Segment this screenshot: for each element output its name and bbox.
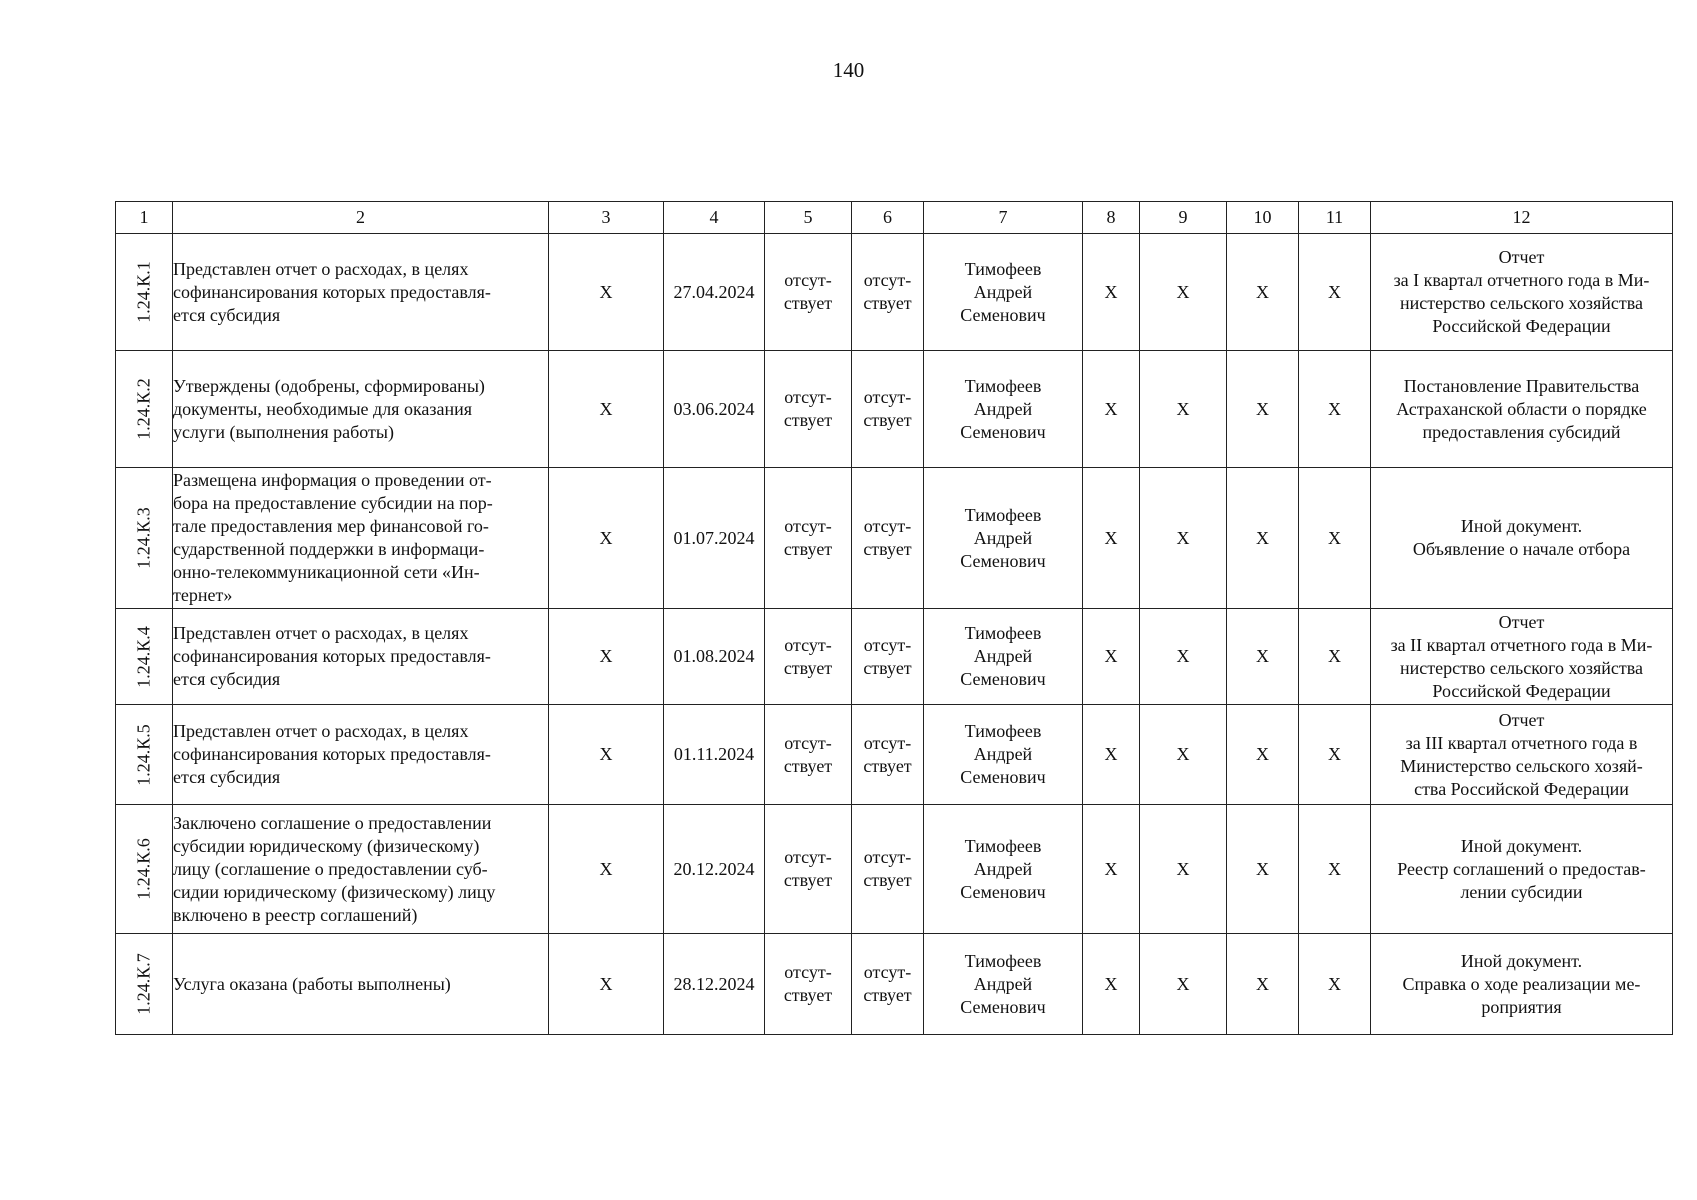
row-code: 1.24.К.5 [133,723,154,786]
row-date-cell [664,468,765,609]
column-header: 9 [1140,202,1227,234]
row-code-cell [116,468,173,609]
row-col5-value: отсут- ствует [783,732,833,776]
row-code-cell [116,609,173,705]
row-col9-mark: Х [1176,398,1190,419]
row-col10-mark: Х [1256,973,1269,994]
row-document-cell [1371,234,1673,351]
row-col6-value-cell [852,609,924,705]
row-col9-mark-cell [1140,805,1227,934]
row-col3-mark: Х [599,646,613,666]
table-row [116,609,1673,705]
row-responsible-cell [924,351,1083,468]
row-responsible: Тимофеев Андрей Семенович [960,504,1046,571]
row-col8-mark: Х [1104,281,1118,302]
row-responsible: Тимофеев Андрей Семенович [960,835,1046,902]
row-col8-mark: Х [1104,973,1118,994]
row-document: Отчет за II квартал отчетного года в Ми- нистерство сельского хозяйства Российской Федерации [1390,611,1653,701]
row-col11-mark-cell [1299,705,1371,805]
row-responsible: Тимофеев Андрей Семенович [960,375,1046,442]
row-description: Утверждены (одобрены, сформированы) документы, необходимые для оказания услуги (выполнения работы) [173,375,485,442]
table-row [116,234,1673,351]
row-col3-mark-cell [549,934,664,1035]
row-document: Постановление Правительства Астраханской области о порядке предоставления субсидий [1396,375,1647,442]
row-col11-mark: Х [1328,744,1341,764]
row-col10-mark-cell [1227,934,1299,1035]
row-responsible-cell [924,934,1083,1035]
row-document: Иной документ. Объявление о начале отбора [1412,516,1631,559]
table-row [116,934,1673,1035]
row-col11-mark: Х [1328,281,1341,302]
row-document-cell [1371,705,1673,805]
column-number-row [116,202,1673,234]
row-col3-mark: Х [599,858,613,879]
row-col3-mark-cell [549,805,664,934]
row-document-cell [1371,468,1673,609]
row-col5-value-cell [765,934,852,1035]
row-col8-mark: Х [1104,646,1118,666]
column-header: 10 [1227,202,1299,234]
row-col10-mark-cell [1227,234,1299,351]
row-document: Отчет за I квартал отчетного года в Ми- нистерство сельского хозяйства Российской Федерации [1393,247,1650,336]
row-description-cell [173,705,549,805]
row-col8-mark-cell [1083,934,1140,1035]
row-date-cell [664,805,765,934]
row-responsible-cell [924,468,1083,609]
row-col10-mark-cell [1227,468,1299,609]
row-description-cell [173,234,549,351]
row-col9-mark: Х [1176,646,1190,666]
row-col11-mark: Х [1328,527,1341,548]
row-document: Иной документ. Справка о ходе реализации ме- роприятия [1402,950,1641,1017]
row-description: Услуга оказана (работы выполнены) [173,973,451,994]
column-header: 4 [664,202,765,234]
row-col10-mark-cell [1227,609,1299,705]
row-col9-mark-cell [1140,705,1227,805]
row-col3-mark-cell [549,468,664,609]
row-col3-mark-cell [549,705,664,805]
row-col10-mark: Х [1256,398,1269,419]
row-col8-mark: Х [1104,858,1118,879]
row-description-cell [173,351,549,468]
row-date-cell [664,234,765,351]
row-col5-value: отсут- ствует [783,387,833,430]
row-description-cell [173,805,549,934]
row-code: 1.24.К.4 [133,625,154,688]
row-col8-mark-cell [1083,805,1140,934]
row-code: 1.24.К.6 [133,838,154,900]
row-col9-mark: Х [1176,858,1190,879]
row-description: Размещена информация о проведении от- бора на предоставление субсидии на пор- тале предоставления мер финансовой го- сударственной поддержки в информаци- онно-телекоммуникационной сети «Ин- тернет» [173,470,493,605]
row-date-cell [664,351,765,468]
row-col11-mark-cell [1299,934,1371,1035]
row-responsible: Тимофеев Андрей Семенович [960,623,1046,689]
row-col9-mark: Х [1176,527,1190,548]
control-points-table [115,201,1673,1035]
row-col3-mark-cell [549,234,664,351]
row-col10-mark-cell [1227,351,1299,468]
row-col5-value-cell [765,351,852,468]
row-col11-mark-cell [1299,351,1371,468]
row-col8-mark: Х [1104,527,1118,548]
row-col11-mark: Х [1328,858,1341,879]
row-col5-value: отсут- ствует [783,270,833,313]
row-col8-mark-cell [1083,351,1140,468]
row-col10-mark: Х [1256,281,1269,302]
row-code-cell [116,934,173,1035]
row-date: 01.11.2024 [673,744,755,764]
row-col9-mark-cell [1140,468,1227,609]
row-col6-value: отсут- ствует [863,732,912,776]
row-code-cell [116,805,173,934]
row-date-cell [664,705,765,805]
row-col3-mark: Х [599,527,613,548]
row-responsible-cell [924,805,1083,934]
column-header: 3 [549,202,664,234]
row-col3-mark: Х [599,398,613,419]
row-code-cell [116,234,173,351]
column-header: 7 [924,202,1083,234]
row-code-cell [116,351,173,468]
row-col6-value: отсут- ствует [863,847,912,890]
row-col11-mark: Х [1328,646,1341,666]
row-col3-mark: Х [599,744,613,764]
row-col3-mark: Х [599,973,613,994]
column-header: 12 [1371,202,1673,234]
row-col6-value: отсут- ствует [863,387,912,430]
row-col10-mark: Х [1256,646,1269,666]
row-col8-mark-cell [1083,705,1140,805]
table-body [116,234,1673,1035]
column-header: 5 [765,202,852,234]
row-col11-mark-cell [1299,805,1371,934]
row-col6-value: отсут- ствует [863,516,912,559]
row-col6-value-cell [852,934,924,1035]
row-date-cell [664,609,765,705]
row-code: 1.24.К.7 [133,953,154,1015]
row-description-cell [173,468,549,609]
row-description-cell [173,609,549,705]
row-date: 03.06.2024 [673,398,755,419]
row-col5-value-cell [765,468,852,609]
row-col5-value: отсут- ствует [783,962,833,1005]
row-col6-value: отсут- ствует [863,634,912,678]
row-date: 20.12.2024 [673,858,755,879]
row-description: Представлен отчет о расходах, в целях софинансирования которых предоставля- ется субсидия [173,721,491,787]
row-document: Иной документ. Реестр соглашений о предостав- лении субсидии [1397,835,1646,902]
row-col5-value-cell [765,609,852,705]
row-col6-value: отсут- ствует [863,962,912,1005]
row-col3-mark-cell [549,609,664,705]
row-col6-value-cell [852,805,924,934]
column-header: 8 [1083,202,1140,234]
row-description-cell [173,934,549,1035]
row-col5-value-cell [765,705,852,805]
row-responsible-cell [924,705,1083,805]
row-date: 27.04.2024 [673,281,755,302]
row-col6-value-cell [852,468,924,609]
row-col3-mark-cell [549,351,664,468]
row-responsible: Тимофеев Андрей Семенович [960,950,1046,1017]
row-col8-mark: Х [1104,744,1118,764]
row-date: 01.08.2024 [673,646,755,666]
row-document: Отчет за III квартал отчетного года в Министерство сельского хозяй- ства Российской Федерации [1400,709,1643,799]
row-col10-mark-cell [1227,705,1299,805]
row-col10-mark: Х [1256,527,1269,548]
row-col8-mark-cell [1083,609,1140,705]
row-code: 1.24.К.1 [133,261,154,323]
row-description: Представлен отчет о расходах, в целях софинансирования которых предоставля- ется субсидия [173,623,491,689]
table-row [116,805,1673,934]
row-code-cell [116,705,173,805]
row-col9-mark-cell [1140,234,1227,351]
row-document-cell [1371,934,1673,1035]
row-document-cell [1371,805,1673,934]
row-date-cell [664,934,765,1035]
row-col9-mark: Х [1176,281,1190,302]
row-col6-value-cell [852,351,924,468]
row-col11-mark: Х [1328,398,1341,419]
row-col6-value-cell [852,705,924,805]
row-col8-mark-cell [1083,468,1140,609]
row-responsible-cell [924,609,1083,705]
row-col10-mark-cell [1227,805,1299,934]
row-responsible: Тимофеев Андрей Семенович [960,721,1046,787]
row-col9-mark-cell [1140,934,1227,1035]
row-col8-mark-cell [1083,234,1140,351]
row-document-cell [1371,609,1673,705]
row-col5-value: отсут- ствует [783,516,833,559]
row-col5-value: отсут- ствует [783,634,833,678]
column-header: 2 [173,202,549,234]
table-row [116,705,1673,805]
row-col3-mark: Х [599,281,613,302]
row-col10-mark: Х [1256,744,1269,764]
row-col11-mark-cell [1299,609,1371,705]
row-date: 28.12.2024 [673,973,755,994]
row-description: Представлен отчет о расходах, в целях софинансирования которых предоставля- ется субсидия [173,258,491,325]
table-row [116,468,1673,609]
column-header: 6 [852,202,924,234]
row-col10-mark: Х [1256,858,1269,879]
row-description: Заключено соглашение о предоставлении субсидии юридическому (физическому) лицу (соглашение о предоставлении суб- сидии юридическому (физическому) лицу включено в реестр соглашений) [173,812,496,925]
row-col11-mark: Х [1328,973,1341,994]
row-col11-mark-cell [1299,234,1371,351]
row-col9-mark-cell [1140,351,1227,468]
row-responsible: Тимофеев Андрей Семенович [960,258,1046,325]
page-number: 140 [832,58,865,82]
row-code: 1.24.К.2 [133,378,154,440]
row-col9-mark: Х [1176,744,1190,764]
row-col8-mark: Х [1104,398,1118,419]
row-col11-mark-cell [1299,468,1371,609]
row-col5-value: отсут- ствует [783,847,833,890]
column-header: 1 [116,202,173,234]
row-responsible-cell [924,234,1083,351]
row-col9-mark: Х [1176,973,1190,994]
row-col9-mark-cell [1140,609,1227,705]
row-col5-value-cell [765,805,852,934]
column-header: 11 [1299,202,1371,234]
row-col5-value-cell [765,234,852,351]
table-row [116,351,1673,468]
row-col6-value: отсут- ствует [863,270,912,313]
row-code: 1.24.К.3 [133,507,154,569]
row-col6-value-cell [852,234,924,351]
row-document-cell [1371,351,1673,468]
row-date: 01.07.2024 [673,527,755,548]
